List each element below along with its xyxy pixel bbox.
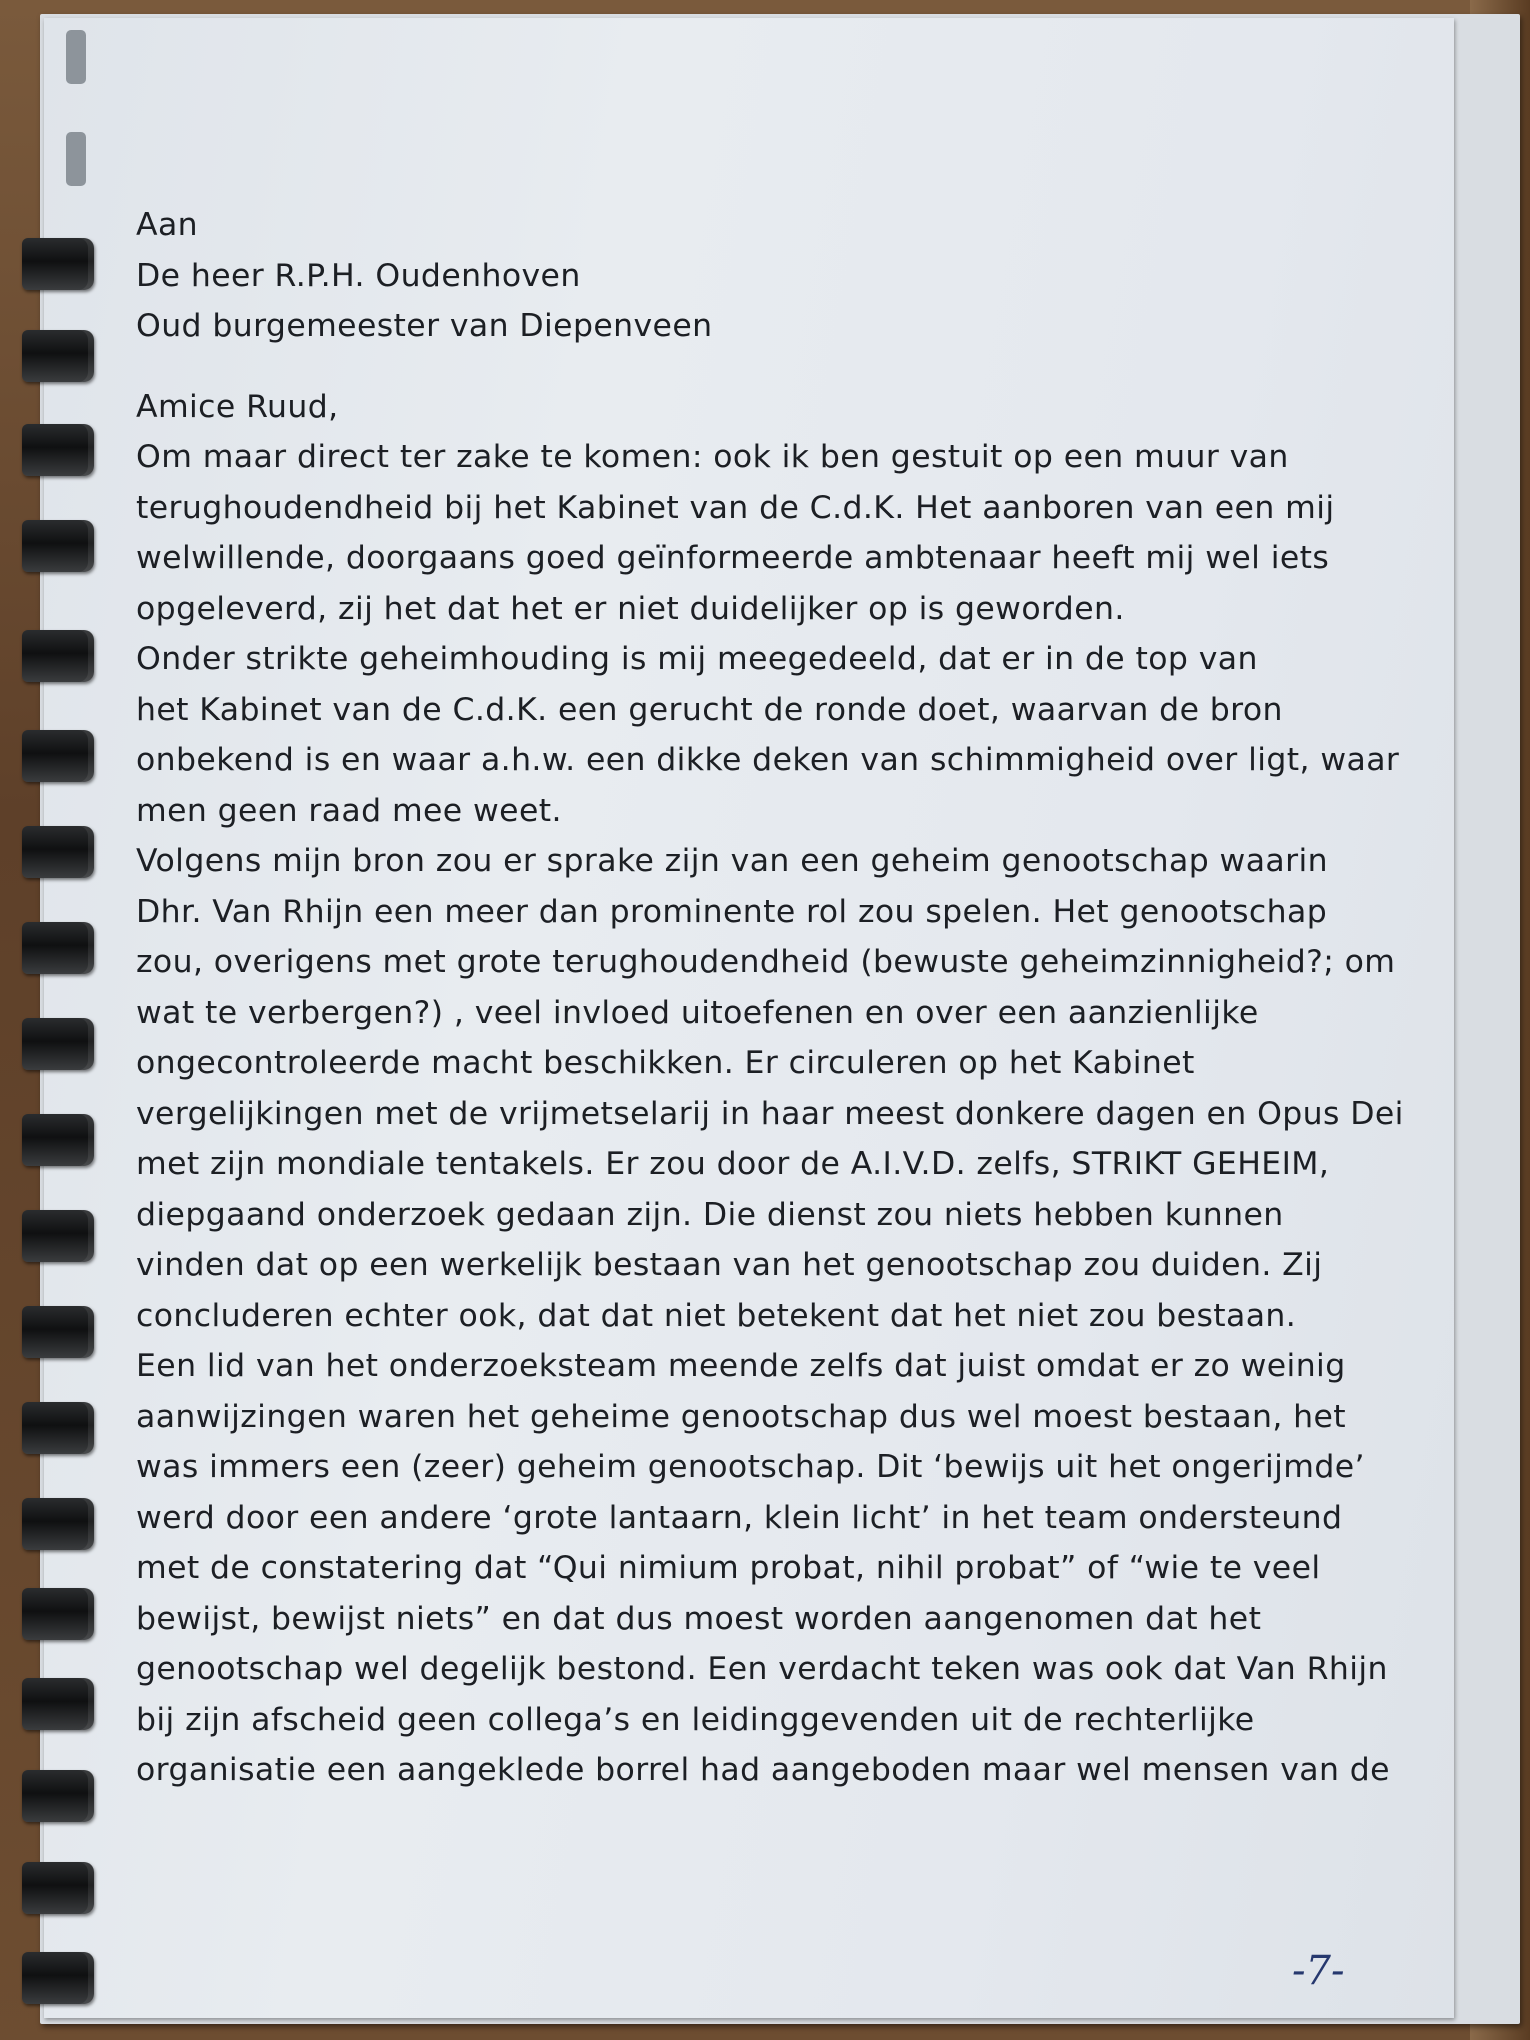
binding-coil xyxy=(22,424,94,476)
body-line: concluderen echter ook, dat dat niet betekent dat het niet zou bestaan. xyxy=(136,1297,1297,1334)
body-line: Onder strikte geheimhouding is mij meegedeeld, dat er in de top van xyxy=(136,641,1258,677)
binding-coil xyxy=(22,1210,94,1262)
binding-coil xyxy=(22,1588,94,1640)
body-line: genootschap wel degelijk bestond. Een verdacht teken was ook dat Van Rhijn xyxy=(136,1651,1388,1687)
punch-hole xyxy=(66,132,86,186)
body-line: bewijst, bewijst niets” en dat dus moest worden aangenomen dat het xyxy=(136,1600,1262,1637)
body-line: zou, overigens met grote terughoudendheid (bewuste geheimzinnigheid?; om xyxy=(136,944,1396,980)
page-number: -7- xyxy=(1292,1948,1345,1994)
body-line: bij zijn afscheid geen collega’s en leidinggevenden uit de rechterlijke xyxy=(136,1701,1255,1738)
body-line: vinden dat op een werkelijk bestaan van het genootschap zou duiden. Zij xyxy=(136,1247,1323,1283)
binding-coil xyxy=(22,1306,94,1358)
binding-coil xyxy=(22,922,94,974)
body-line: opgeleverd, zij het dat het er niet duidelijker op is geworden. xyxy=(136,590,1125,627)
binding-coil xyxy=(22,1114,94,1166)
spiral-binding xyxy=(0,0,110,2040)
paragraph-gap xyxy=(136,352,1426,382)
body-line: het Kabinet van de C.d.K. een gerucht de ronde doet, waarvan de bron xyxy=(136,691,1283,728)
binding-coil xyxy=(22,826,94,878)
letter-text xyxy=(136,200,1426,1796)
addressee-line: Aan xyxy=(136,207,199,243)
body-line: aanwijzingen waren het geheime genootschap dus wel moest bestaan, het xyxy=(136,1398,1347,1435)
addressee-line: De heer R.P.H. Oudenhoven xyxy=(136,257,581,294)
addressee-line: Oud burgemeester van Diepenveen xyxy=(136,308,713,344)
binding-coil xyxy=(22,520,94,572)
binding-coil xyxy=(22,630,94,682)
body-line: Dhr. Van Rhijn een meer dan prominente rol zou spelen. Het genootschap xyxy=(136,893,1328,930)
body-line: terughoudendheid bij het Kabinet van de C.d.K. Het aanboren van een mij xyxy=(136,489,1335,526)
body-line: met de constatering dat “Qui nimium probat, nihil probat” of “wie te veel xyxy=(136,1550,1321,1586)
body-line: Om maar direct ter zake te komen: ook ik ben gestuit op een muur van xyxy=(136,439,1289,475)
body-line: ongecontroleerde macht beschikken. Er circuleren op het Kabinet xyxy=(136,1045,1195,1081)
body-line: was immers een (zeer) geheim genootschap. Dit ‘bewijs uit het ongerijmde’ xyxy=(136,1449,1365,1485)
salutation: Amice Ruud, xyxy=(136,388,339,425)
body-line: onbekend is en waar a.h.w. een dikke deken van schimmigheid over ligt, waar xyxy=(136,742,1400,778)
body-line: diepgaand onderzoek gedaan zijn. Die dienst zou niets hebben kunnen xyxy=(136,1196,1284,1233)
body-line: welwillende, doorgaans goed geïnformeerde ambtenaar heeft mij wel iets xyxy=(136,540,1330,576)
punch-hole xyxy=(66,30,86,84)
body-line: werd door een andere ‘grote lantaarn, klein licht’ in het team ondersteund xyxy=(136,1499,1343,1536)
binding-coil xyxy=(22,238,94,290)
binding-coil xyxy=(22,730,94,782)
body-line: organisatie een aangeklede borrel had aangeboden maar wel mensen van de xyxy=(136,1752,1390,1788)
body-line: Volgens mijn bron zou er sprake zijn van een geheim genootschap waarin xyxy=(136,843,1328,879)
binding-coil xyxy=(22,1402,94,1454)
body-line: men geen raad mee weet. xyxy=(136,792,562,829)
body-line: wat te verbergen?) , veel invloed uitoefenen en over een aanzienlijke xyxy=(136,994,1259,1031)
body-line: Een lid van het onderzoeksteam meende zelfs dat juist omdat er zo weinig xyxy=(136,1348,1346,1384)
binding-coil xyxy=(22,1498,94,1550)
binding-coil xyxy=(22,1862,94,1914)
binding-coil xyxy=(22,1770,94,1822)
body-line: met zijn mondiale tentakels. Er zou door de A.I.V.D. zelfs, STRIKT GEHEIM, xyxy=(136,1146,1330,1182)
body-line: vergelijkingen met de vrijmetselarij in haar meest donkere dagen en Opus Dei xyxy=(136,1095,1404,1132)
binding-coil xyxy=(22,330,94,382)
binding-coil xyxy=(22,1678,94,1730)
binding-coil xyxy=(22,1952,94,2004)
binding-coil xyxy=(22,1018,94,1070)
